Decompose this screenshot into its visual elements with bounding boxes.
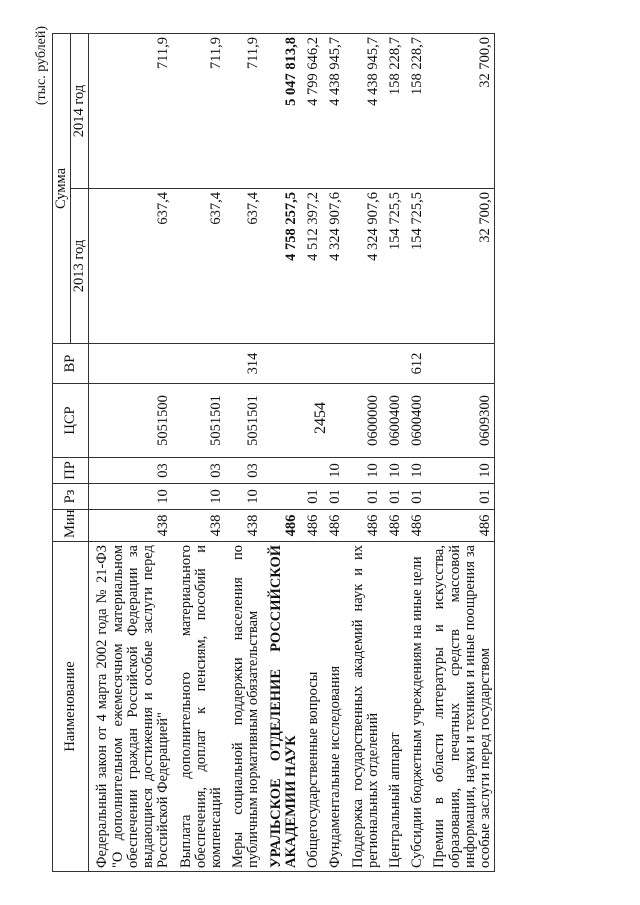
row-pr: 10 [387,458,404,484]
row-rz: 01 [327,484,344,510]
row-csr: 5051501 [230,384,262,458]
table-row [387,34,404,872]
row-min: 486 [305,510,322,542]
row-min: 438 [94,510,172,542]
row-rz: 01 [409,484,426,510]
budget-table [52,33,495,872]
row-pr: 10 [327,458,344,484]
row-min: 486 [431,510,494,542]
row-name: Общегосударственные вопросы [305,542,322,872]
row-csr [327,384,344,458]
row-name: Центральный аппарат [387,542,404,872]
table-row [409,34,426,872]
row-sum-2014: 158 228,7 [387,34,404,189]
table-row [94,34,172,872]
header-name: Наименование [53,542,89,872]
row-sum-2014: 4 438 945,7 [350,34,382,189]
row-vr [94,344,172,384]
row-sum-2013: 4 758 257,5 [268,189,300,344]
row-name: Федеральный закон от 4 марта 2002 года № 21-ФЗ "О дополнительном ежемесячном материальном обеспечении граждан Российской Федерации за выдающиеся достижения и особые заслуги перед Российской Федерацией" [94,542,172,872]
header-pr: ПР [53,458,89,484]
header-min: Мин [53,510,89,542]
units-note: (тыс. рублей) [34,26,49,106]
row-csr: 5051500 [94,384,172,458]
row-sum-2014: 32 700,0 [431,34,494,189]
row-name: Поддержка государственных академий наук и их региональных отделений [350,542,382,872]
table-row [178,34,226,872]
row-sum-2013: 4 324 907,6 [350,189,382,344]
row-pr: 03 [230,458,262,484]
header-rz: Рз [53,484,89,510]
table-row [268,34,300,872]
row-sum-2013: 637,4 [230,189,262,344]
row-name: Выплата дополнительного материального обеспечения, доплат к пенсиям, пособий и компенсаций [178,542,226,872]
row-pr: 03 [178,458,226,484]
header-2014: 2014 год [71,34,89,189]
header-vr: ВР [53,344,89,384]
row-vr [431,344,494,384]
row-vr [387,344,404,384]
row-sum-2013: 637,4 [178,189,226,344]
row-csr: 0600000 [350,384,382,458]
row-name: Субсидии бюджетным учреждениям на иные цели [409,542,426,872]
row-sum-2014: 711,9 [94,34,172,189]
row-sum-2014: 4 799 646,2 [305,34,322,189]
table-row [305,34,322,872]
table-row [230,34,262,872]
row-rz [268,484,300,510]
row-pr: 10 [409,458,426,484]
row-min: 438 [230,510,262,542]
row-sum-2014: 711,9 [178,34,226,189]
row-sum-2013: 4 512 397,2 [305,189,322,344]
row-name: Меры социальной поддержки населения по публичным нормативным обязательствам [230,542,262,872]
row-vr [305,344,322,384]
row-sum-2013: 32 700,0 [431,189,494,344]
row-vr [327,344,344,384]
row-sum-2013: 154 725,5 [409,189,426,344]
row-pr: 10 [431,458,494,484]
row-rz: 01 [305,484,322,510]
row-pr [268,458,300,484]
row-min: 486 [387,510,404,542]
row-sum-2013: 4 324 907,6 [327,189,344,344]
row-pr [305,458,322,484]
header-2013: 2013 год [71,189,89,344]
row-sum-2014: 4 438 945,7 [327,34,344,189]
row-name: Фундаментальные исследования [327,542,344,872]
rotated-page [28,12,628,872]
row-csr: 0600400 [387,384,404,458]
row-sum-2013: 154 725,5 [387,189,404,344]
row-csr: 0600400 [409,384,426,458]
row-name: УРАЛЬСКОЕ ОТДЕЛЕНИЕ РОССИЙСКОЙ АКАДЕМИИ НАУК [268,542,300,872]
row-csr [305,384,322,458]
row-csr: 5051501 [178,384,226,458]
row-rz: 01 [387,484,404,510]
row-min: 486 [268,510,300,542]
row-vr: 314 [230,344,262,384]
row-rz: 10 [94,484,172,510]
row-pr: 10 [350,458,382,484]
row-rz: 10 [178,484,226,510]
row-rz: 01 [431,484,494,510]
row-vr: 612 [409,344,426,384]
table-row [350,34,382,872]
row-vr [178,344,226,384]
row-vr [350,344,382,384]
header-csr: ЦСР [53,384,89,458]
row-rz: 10 [230,484,262,510]
page-number: 2454 [312,402,329,434]
row-min: 486 [327,510,344,542]
row-csr: 0609300 [431,384,494,458]
row-pr: 03 [94,458,172,484]
row-min: 438 [178,510,226,542]
row-sum-2014: 5 047 813,8 [268,34,300,189]
row-min: 486 [409,510,426,542]
row-sum-2013: 637,4 [94,189,172,344]
row-vr [268,344,300,384]
row-sum-2014: 711,9 [230,34,262,189]
row-name: Премии в области литературы и искусства, образования, печатных средств массовой информации, науки и техники и иные поощрения за особые заслуги перед государством [431,542,494,872]
table-body [89,34,495,872]
table-row [327,34,344,872]
row-sum-2014: 158 228,7 [409,34,426,189]
row-csr [268,384,300,458]
table-row [431,34,494,872]
header-sum: Сумма [53,34,71,344]
row-rz: 01 [350,484,382,510]
row-min: 486 [350,510,382,542]
